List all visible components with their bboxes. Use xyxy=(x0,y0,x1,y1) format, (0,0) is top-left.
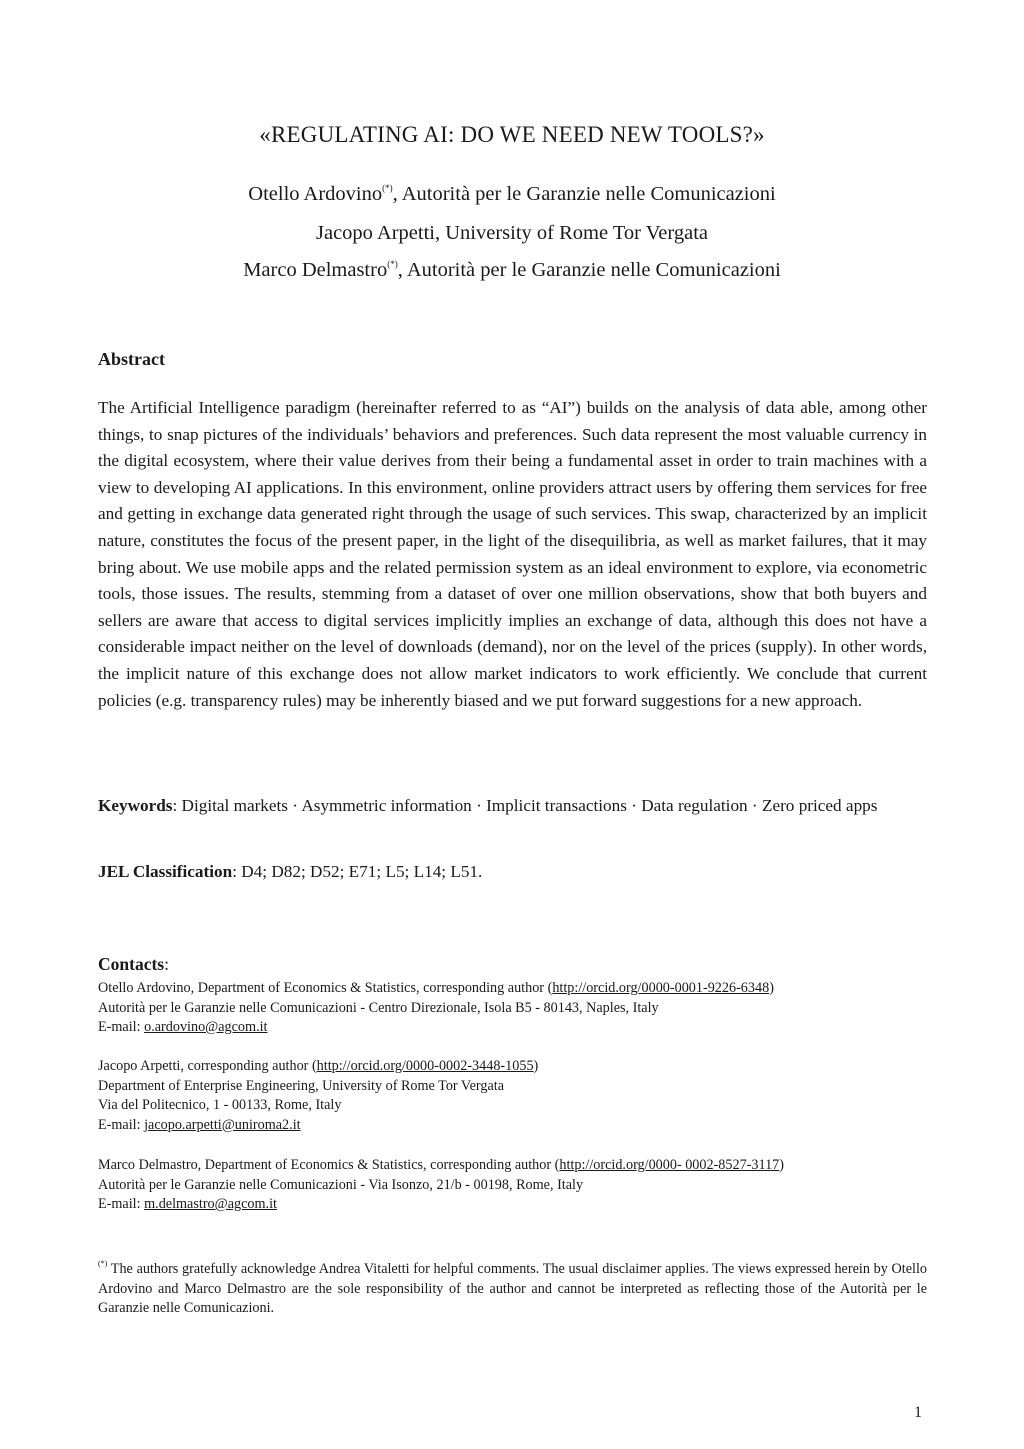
author-footnote-mark: (*) xyxy=(382,183,393,193)
jel-label: JEL Classification xyxy=(98,862,233,881)
orcid-link[interactable]: http://orcid.org/0000- 0002-8527-3117 xyxy=(559,1157,780,1173)
footnote-text: The authors gratefully acknowledge Andrea Vitaletti for helpful comments. The usual disclaimer applies. The views expressed herein by Otello Ardovino and Marco Delmastro are the sole responsibility of the author and cannot be interpreted as reflecting those of the Autorità per le Garanzie nelle Comunicazioni. xyxy=(98,1261,927,1316)
paper-title: «REGULATING AI: DO WE NEED NEW TOOLS?» xyxy=(259,122,765,147)
abstract-heading: Abstract xyxy=(98,349,165,369)
contact-text: E-mail: xyxy=(98,1019,145,1035)
contacts-heading-colon: : xyxy=(164,954,169,974)
contact-text: Autorità per le Garanzie nelle Comunicazioni - Via Isonzo, 21/b - 00198, Rome, Italy xyxy=(98,1176,584,1193)
author-line-1 xyxy=(0,183,1024,206)
contact-text: Jacopo Arpetti, corresponding author ( xyxy=(98,1058,317,1074)
author-affiliation: , University of Rome Tor Vergata xyxy=(435,222,708,244)
abstract-text: The Artificial Intelligence paradigm (hereinafter referred to as “AI”) builds on the analysis of data able, among other things, to snap pictures of the individuals’ behaviors and preferences. Such data represent the most valuable currency in the digital ecosystem, where their value derives from their being a fundamental asset in order to train machines with a view to developing AI applications. In this environment, online providers attract users by offering them services for free and getting in exchange data generated right through the usage of such services. This swap, characterized by an implicit nature, constitutes the focus of the present paper, in the light of the disequilibria, as well as market failures, that it may bring about. We use mobile apps and the related permission system as an ideal environment to explore, via econometric tools, those issues. The results, stemming from a dataset of over one million observations, show that both buyers and sellers are aware that access to digital services implicitly implies an exchange of data, although this does not have a considerable impact neither on the level of downloads (demand), nor on the level of the prices (supply). In other words, the implicit nature of this exchange does not allow market indicators to work efficiently. We conclude that current policies (e.g. transparency rules) may be inherently biased and we put forward suggestions for a new approach. xyxy=(98,398,927,710)
contact-text: Autorità per le Garanzie nelle Comunicazioni - Centro Direzionale, Isola B5 - 80143, Naples, Italy xyxy=(98,999,659,1016)
email-link[interactable]: jacopo.arpetti@uniroma2.it xyxy=(144,1116,301,1133)
author-line-3 xyxy=(0,259,1024,282)
contact-line xyxy=(98,1096,938,1116)
author-affiliation: , Autorità per le Garanzie nelle Comunicazioni xyxy=(397,259,781,281)
contact-text: E-mail: xyxy=(98,1196,145,1212)
author-name: Jacopo Arpetti xyxy=(316,222,435,244)
contact-block-delmastro xyxy=(98,1156,938,1215)
contacts-heading-label: Contacts xyxy=(98,954,165,974)
author-name: Marco Delmastro xyxy=(243,259,388,281)
contact-text: Otello Ardovino, Department of Economics & Statistics, corresponding author ( xyxy=(98,980,553,996)
contact-line xyxy=(98,1057,938,1077)
keywords-label: Keywords xyxy=(98,796,173,815)
contacts-heading xyxy=(98,954,169,975)
contact-text: ) xyxy=(779,1157,784,1173)
contact-line xyxy=(98,1077,938,1097)
jel-classification xyxy=(98,860,927,884)
contact-text: E-mail: xyxy=(98,1116,145,1133)
author-name: Otello Ardovino xyxy=(248,183,383,205)
keywords xyxy=(98,794,927,818)
page-number: 1 xyxy=(914,1404,922,1421)
contact-text: Marco Delmastro, Department of Economics & Statistics, corresponding author ( xyxy=(98,1157,560,1173)
contact-text: Department of Enterprise Engineering, University of Rome Tor Vergata xyxy=(98,1077,504,1094)
contact-text: ) xyxy=(769,980,774,996)
footnote-mark: (*) xyxy=(98,1259,108,1268)
footnote xyxy=(98,1254,927,1319)
contact-line xyxy=(98,979,938,999)
orcid-link[interactable]: http://orcid.org/0000-0002-3448-1055 xyxy=(316,1058,534,1074)
contact-text: ) xyxy=(533,1058,539,1074)
contact-line xyxy=(98,1116,938,1136)
contact-text: Via del Politecnico, 1 - 00133, Rome, Italy xyxy=(98,1097,342,1113)
contact-line xyxy=(98,1195,938,1215)
contact-line xyxy=(98,1018,938,1038)
orcid-link[interactable]: http://orcid.org/0000-0001-9226-6348 xyxy=(552,980,770,996)
jel-codes: : D4; D82; D52; E71; L5; L14; L51. xyxy=(232,862,483,881)
contact-line xyxy=(98,1176,938,1196)
contact-block-ardovino xyxy=(98,979,938,1038)
author-footnote-mark: (*) xyxy=(387,259,398,269)
contact-block-arpetti xyxy=(98,1057,938,1135)
author-line-2 xyxy=(0,222,1024,245)
author-affiliation: , Autorità per le Garanzie nelle Comunicazioni xyxy=(392,183,776,205)
contact-line xyxy=(98,1156,938,1176)
keywords-text: : Digital markets · Asymmetric information · Implicit transactions · Data regulation · Zero priced apps xyxy=(172,796,878,815)
email-link[interactable]: o.ardovino@agcom.it xyxy=(144,1019,268,1035)
contact-line xyxy=(98,999,938,1019)
email-link[interactable]: m.delmastro@agcom.it xyxy=(144,1196,277,1212)
